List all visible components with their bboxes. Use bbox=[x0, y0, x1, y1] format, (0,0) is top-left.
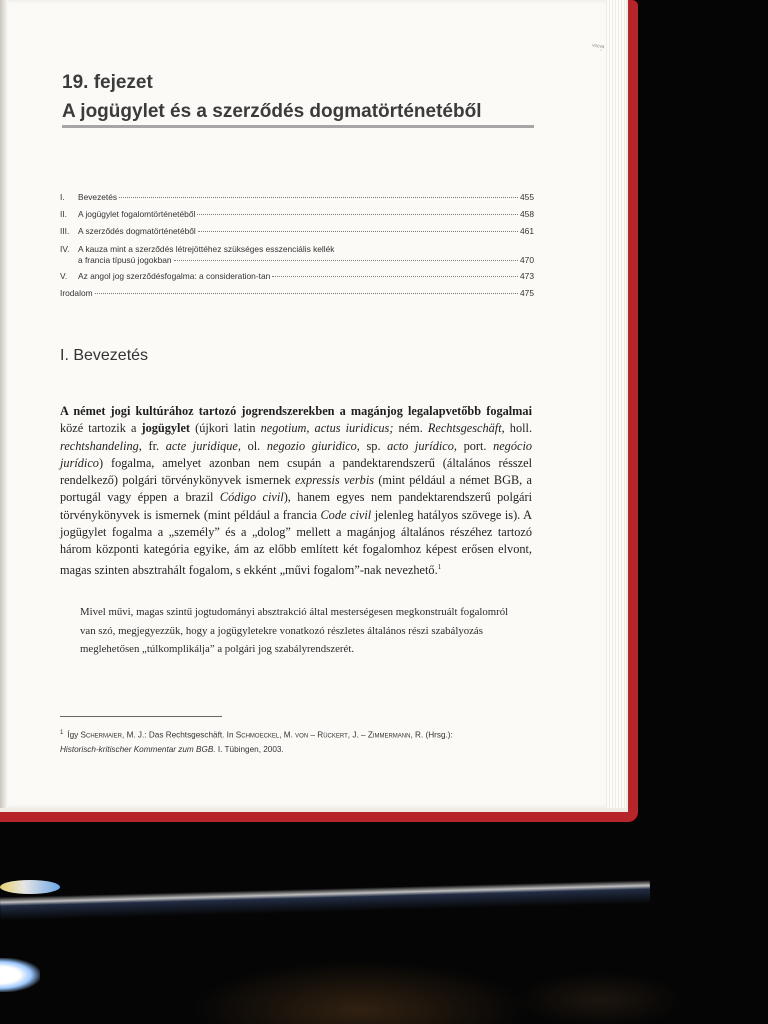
gutter-shadow bbox=[0, 0, 8, 808]
text-run: (mint például a német BGB, a portugál vagy éppen a brazil bbox=[60, 473, 532, 505]
footnote-separator bbox=[60, 716, 222, 717]
text-run: , R. (Hrsg.): bbox=[410, 730, 453, 740]
toc-entry bbox=[60, 288, 534, 305]
toc-page: 470 bbox=[520, 254, 534, 265]
author-name: Rückert bbox=[317, 730, 348, 740]
text-run: – bbox=[308, 730, 318, 740]
toc-page: 458 bbox=[520, 209, 534, 220]
italic-term: acte juridique, bbox=[165, 438, 241, 453]
lead-text: A német jogi kultúrához tartozó jogrendszerekben a magánjog legalapvetőbb fogalmai bbox=[60, 404, 532, 418]
toc-number: V. bbox=[60, 270, 68, 281]
author-name: Schmoeckel bbox=[235, 730, 280, 740]
toc-entry bbox=[60, 244, 534, 271]
text-run: Így bbox=[67, 730, 81, 740]
text-run: ) fogalma, amelyet azonban nem csupán a pandektarendszerű (általános résszel rendelkező) polgári törvénykönyvek ismernek bbox=[60, 455, 532, 488]
toc-leader bbox=[95, 293, 518, 294]
toc-page: 475 bbox=[520, 287, 534, 298]
italic-term: Rechtsgeschäft, bbox=[427, 421, 505, 436]
footnote bbox=[60, 726, 534, 757]
body-paragraph bbox=[60, 403, 532, 579]
text-run: (újkori latin bbox=[190, 421, 261, 436]
italic-term: negócio jurídico bbox=[60, 438, 533, 470]
text-run: közé tartozik a bbox=[60, 421, 142, 436]
toc-leader bbox=[119, 197, 518, 198]
italic-term: acto jurídico, bbox=[387, 438, 457, 453]
title-underline bbox=[62, 125, 534, 128]
text-run: , M. J.: Das Rechtsgeschäft. In bbox=[122, 730, 236, 740]
italic-term: Code civil bbox=[320, 507, 372, 522]
text-run: ), hanem egyes nem pandektarendszerű polgári törvénykönyvek is ismernek (mint például a francia bbox=[60, 490, 532, 522]
indented-quote: Mivel művi, magas szintű jogtudományi absztrakció által mesterségesen megkonstruált fogalomról van szó, megjegyezzük, hogy a jogügyletekre vonatkozó részletes általános részi szabályozás meglehetősen „túlkomplikálja” a polgári jog szabályrendszerét. bbox=[80, 606, 509, 655]
toc-entry bbox=[60, 271, 534, 288]
term-jogugylet: jogügylet bbox=[141, 421, 191, 436]
text-run: sp. bbox=[359, 438, 388, 453]
chapter-number: 19. fejezet bbox=[62, 72, 153, 93]
toc-leader bbox=[174, 260, 518, 261]
text-run: jelenleg hatályos szövege is). A jogügylet fogalma a „személy” és a „dolog” mellett a magánjog általános részéhez tartozó három központi kategória egyike, ám az előbb említett két fogalomhoz képest erősen elvont, magas szinten absztrahált fogalom, s ekként „művi fogalom”-nak nevezhető. bbox=[60, 507, 533, 577]
light-flare-spot bbox=[0, 880, 60, 894]
page-edges bbox=[606, 0, 626, 808]
author-name: von bbox=[295, 730, 309, 740]
pencil-margin-note: ᵛᵒᶜᵛ᷊ᵃ bbox=[591, 43, 605, 52]
author-name: Zimmermann bbox=[367, 730, 411, 740]
section-heading: I. Bevezetés bbox=[60, 347, 149, 364]
text-run: , M. bbox=[279, 730, 296, 740]
toc-entry bbox=[60, 226, 534, 243]
text-run: fr. bbox=[141, 438, 166, 453]
toc-number: III. bbox=[60, 226, 70, 237]
chapter-title: A jogügylet és a szerződés dogmatörténetéből bbox=[62, 101, 482, 122]
text-run: , J. – bbox=[347, 730, 368, 740]
toc-label: Irodalom bbox=[60, 287, 93, 298]
toc-label: A jogügylet fogalomtörténetéből bbox=[78, 209, 196, 220]
text-run: I. Tübingen, 2003. bbox=[215, 744, 284, 754]
toc-label: A kauza mint a szerződés létrejöttéhez szükséges esszenciális kellék bbox=[78, 243, 335, 254]
toc-number: I. bbox=[60, 192, 65, 202]
toc-label: Az angol jog szerződésfogalma: a consideration-tan bbox=[78, 270, 271, 281]
toc-number: II. bbox=[60, 209, 67, 220]
toc-page: 455 bbox=[520, 192, 534, 202]
footnote-mark: 1 bbox=[60, 730, 64, 736]
text-run: port. bbox=[456, 438, 494, 453]
text-run: ol. bbox=[240, 438, 267, 453]
italic-term: negotium, actus iuridicus; bbox=[260, 421, 394, 436]
toc-page: 461 bbox=[520, 226, 534, 237]
italic-term: expressis verbis bbox=[295, 473, 375, 488]
toc-label: Bevezetés bbox=[78, 192, 118, 202]
toc-entry bbox=[60, 192, 534, 209]
toc-label: A szerződés dogmatörténetéből bbox=[78, 226, 196, 237]
italic-term: negozio giuridico, bbox=[266, 438, 360, 453]
toc-entry bbox=[60, 209, 534, 226]
toc-leader bbox=[198, 231, 518, 232]
toc-label-continued: a francia típusú jogokban bbox=[78, 254, 172, 265]
toc-page: 473 bbox=[520, 270, 534, 281]
toc-leader bbox=[272, 276, 518, 277]
light-flare-blob bbox=[0, 958, 40, 992]
text-run: ném. bbox=[393, 421, 428, 436]
toc-number: IV. bbox=[60, 243, 70, 254]
author-name: Schermaier bbox=[80, 730, 123, 740]
text-run: holl. bbox=[504, 421, 533, 436]
italic-term: Código civil bbox=[219, 490, 284, 505]
italic-term: rechtshandeling, bbox=[60, 438, 142, 453]
table-of-contents bbox=[60, 192, 534, 305]
toc-leader bbox=[197, 214, 518, 215]
italic-title: Historisch-kritischer Kommentar zum BGB. bbox=[60, 744, 216, 754]
footnote-reference[interactable]: 1 bbox=[437, 562, 442, 571]
